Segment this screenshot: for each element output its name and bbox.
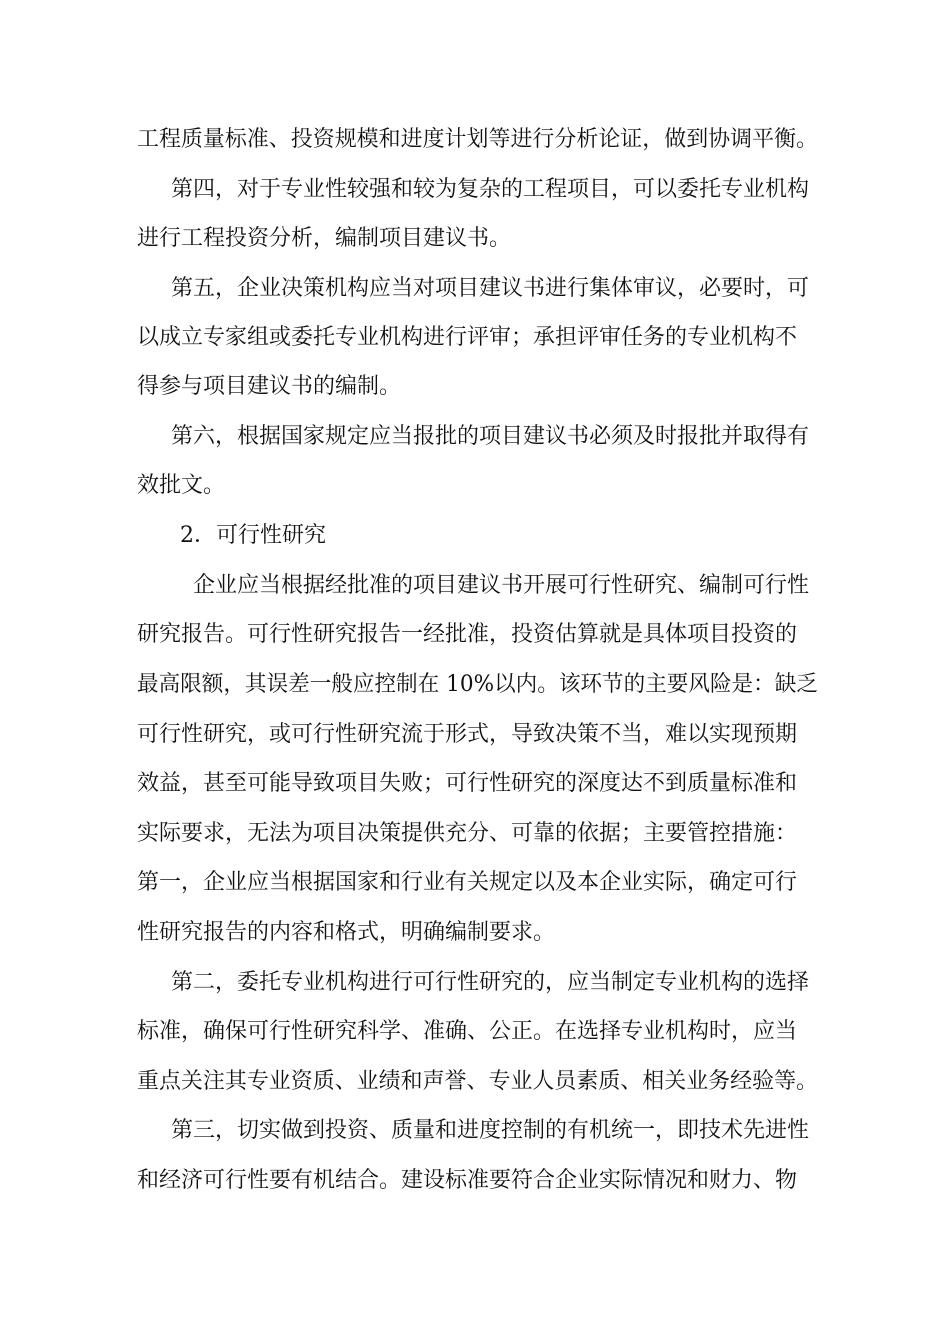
- text-line: 第一，企业应当根据国家和行业有关规定以及本企业实际，确定可行: [137, 870, 798, 895]
- text-line: 第三，切实做到投资、质量和进度控制的有机统一，即技术先进性: [171, 1118, 810, 1143]
- text-line: 工程质量标准、投资规模和进度计划等进行分析论证，做到协调平衡。: [137, 127, 819, 152]
- text-line: 第五，企业决策机构应当对项目建议书进行集体审议，必要时，可: [171, 276, 810, 301]
- text-line: 和经济可行性要有机结合。建设标准要符合企业实际情况和财力、物: [137, 1168, 798, 1193]
- text-line: 第四，对于专业性较强和较为复杂的工程项目，可以委托专业机构: [171, 177, 810, 202]
- text-line: 效批文。: [137, 473, 226, 498]
- text-line: 进行工程投资分析，编制项目建议书。: [137, 226, 512, 251]
- text-line: 得参与项目建议书的编制。: [137, 374, 402, 399]
- text-line: 最高限额，其误差一般应控制在 10%以内。该环节的主要风险是：缺乏: [137, 672, 818, 697]
- text-line: 重点关注其专业资质、业绩和声誉、专业人员素质、相关业务经验等。: [137, 1069, 819, 1094]
- text-line: 标准，确保可行性研究科学、准确、公正。在选择专业机构时，应当: [137, 1019, 798, 1044]
- text-line: 第六，根据国家规定应当报批的项目建议书必须及时报批并取得有: [171, 424, 810, 449]
- text-line: 实际要求，无法为项目决策提供充分、可靠的依据；主要管控措施：: [137, 821, 798, 846]
- text-line: 研究报告。可行性研究报告一经批准，投资估算就是具体项目投资的: [137, 622, 798, 647]
- text-line: 性研究报告的内容和格式，明确编制要求。: [137, 920, 556, 945]
- text-line: 企业应当根据经批准的项目建议书开展可行性研究、编制可行性: [193, 573, 810, 598]
- text-line: 效益，甚至可能导致项目失败；可行性研究的深度达不到质量标准和: [137, 771, 798, 796]
- section-heading: 2．可行性研究: [180, 523, 326, 548]
- text-line: 第二，委托专业机构进行可行性研究的，应当制定专业机构的选择: [171, 970, 810, 995]
- text-line: 以成立专家组或委托专业机构进行评审；承担评审任务的专业机构不: [137, 325, 798, 350]
- text-line: 可行性研究，或可行性研究流于形式，导致决策不当，难以实现预期: [137, 722, 798, 747]
